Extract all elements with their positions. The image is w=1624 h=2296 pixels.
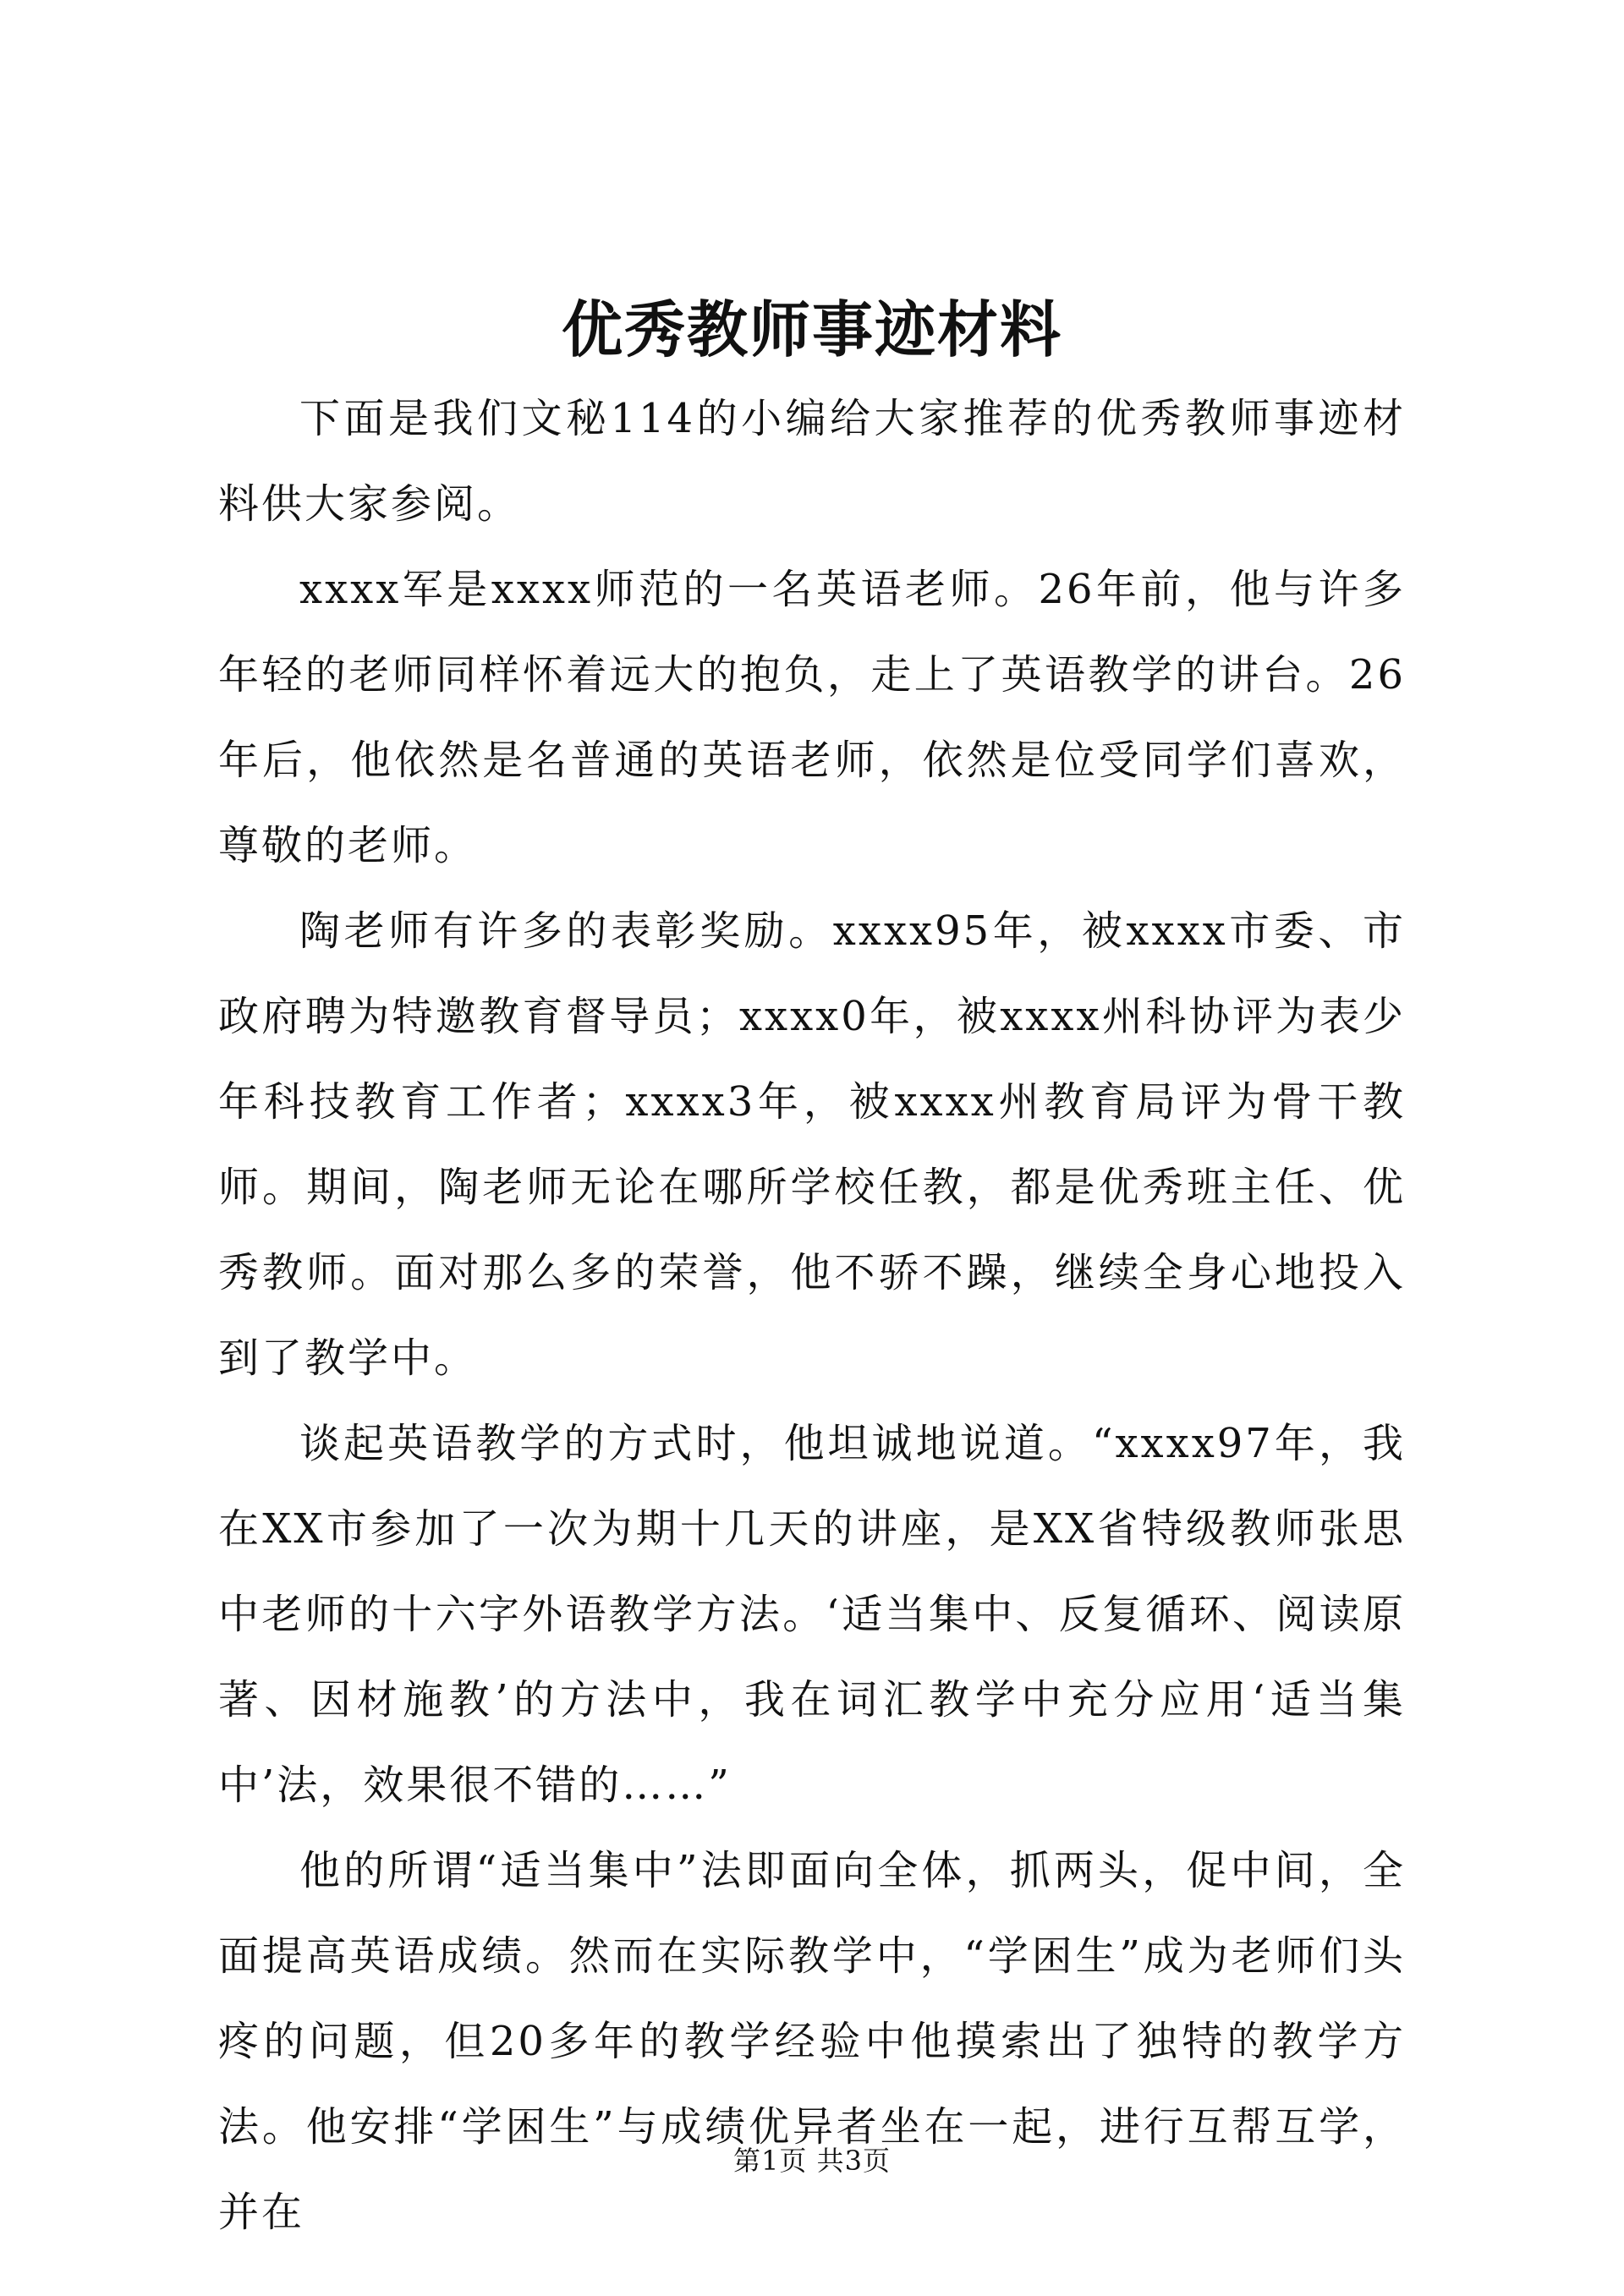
paragraph-3: 陶老师有许多的表彰奖励。xxxx95年，被xxxx市委、市政府聘为特邀教育督导员；xxxx0年，被xxxx州科协评为表少年科技教育工作者；xxxx3年，被xxxx州教育局评为骨干教师。期间，陶老师无论在哪所学校任教，都是优秀班主任、优秀教师。面对那么多的荣誉，他不骄不躁，继续全身心地投入到了教学中。 xyxy=(218,907,1406,1382)
document-body xyxy=(218,376,1406,2255)
paragraph-5: 他的所谓“适当集中”法即面向全体，抓两头，促中间，全面提高英语成绩。然而在实际教学中，“学困生”成为老师们头疼的问题，但20多年的教学经验中他摸索出了独特的教学方法。他安排“学困生”与成绩优异者坐在一起，进行互帮互学，并在 xyxy=(218,1847,1406,2236)
page-footer: 第1页 共3页 xyxy=(733,2145,891,2177)
document-title: 优秀教师事迹材料 xyxy=(561,293,1062,365)
paragraph-1: 下面是我们文秘114的小编给大家推荐的优秀教师事迹材料供大家参阅。 xyxy=(218,395,1406,528)
paragraph-2: xxxx军是xxxx师范的一名英语老师。26年前，他与许多年轻的老师同样怀着远大的抱负，走上了英语教学的讲台。26年后，他依然是名普通的英语老师，依然是位受同学们喜欢，尊敬的老师。 xyxy=(218,566,1406,869)
paragraph-4: 谈起英语教学的方式时，他坦诚地说道。“xxxx97年，我在XX市参加了一次为期十几天的讲座，是XX省特级教师张思中老师的十六字外语教学方法。‘适当集中、反复循环、阅读原著、因材施教’的方法中，我在词汇教学中充分应用‘适当集中’法，效果很不错的……” xyxy=(218,1420,1406,1809)
